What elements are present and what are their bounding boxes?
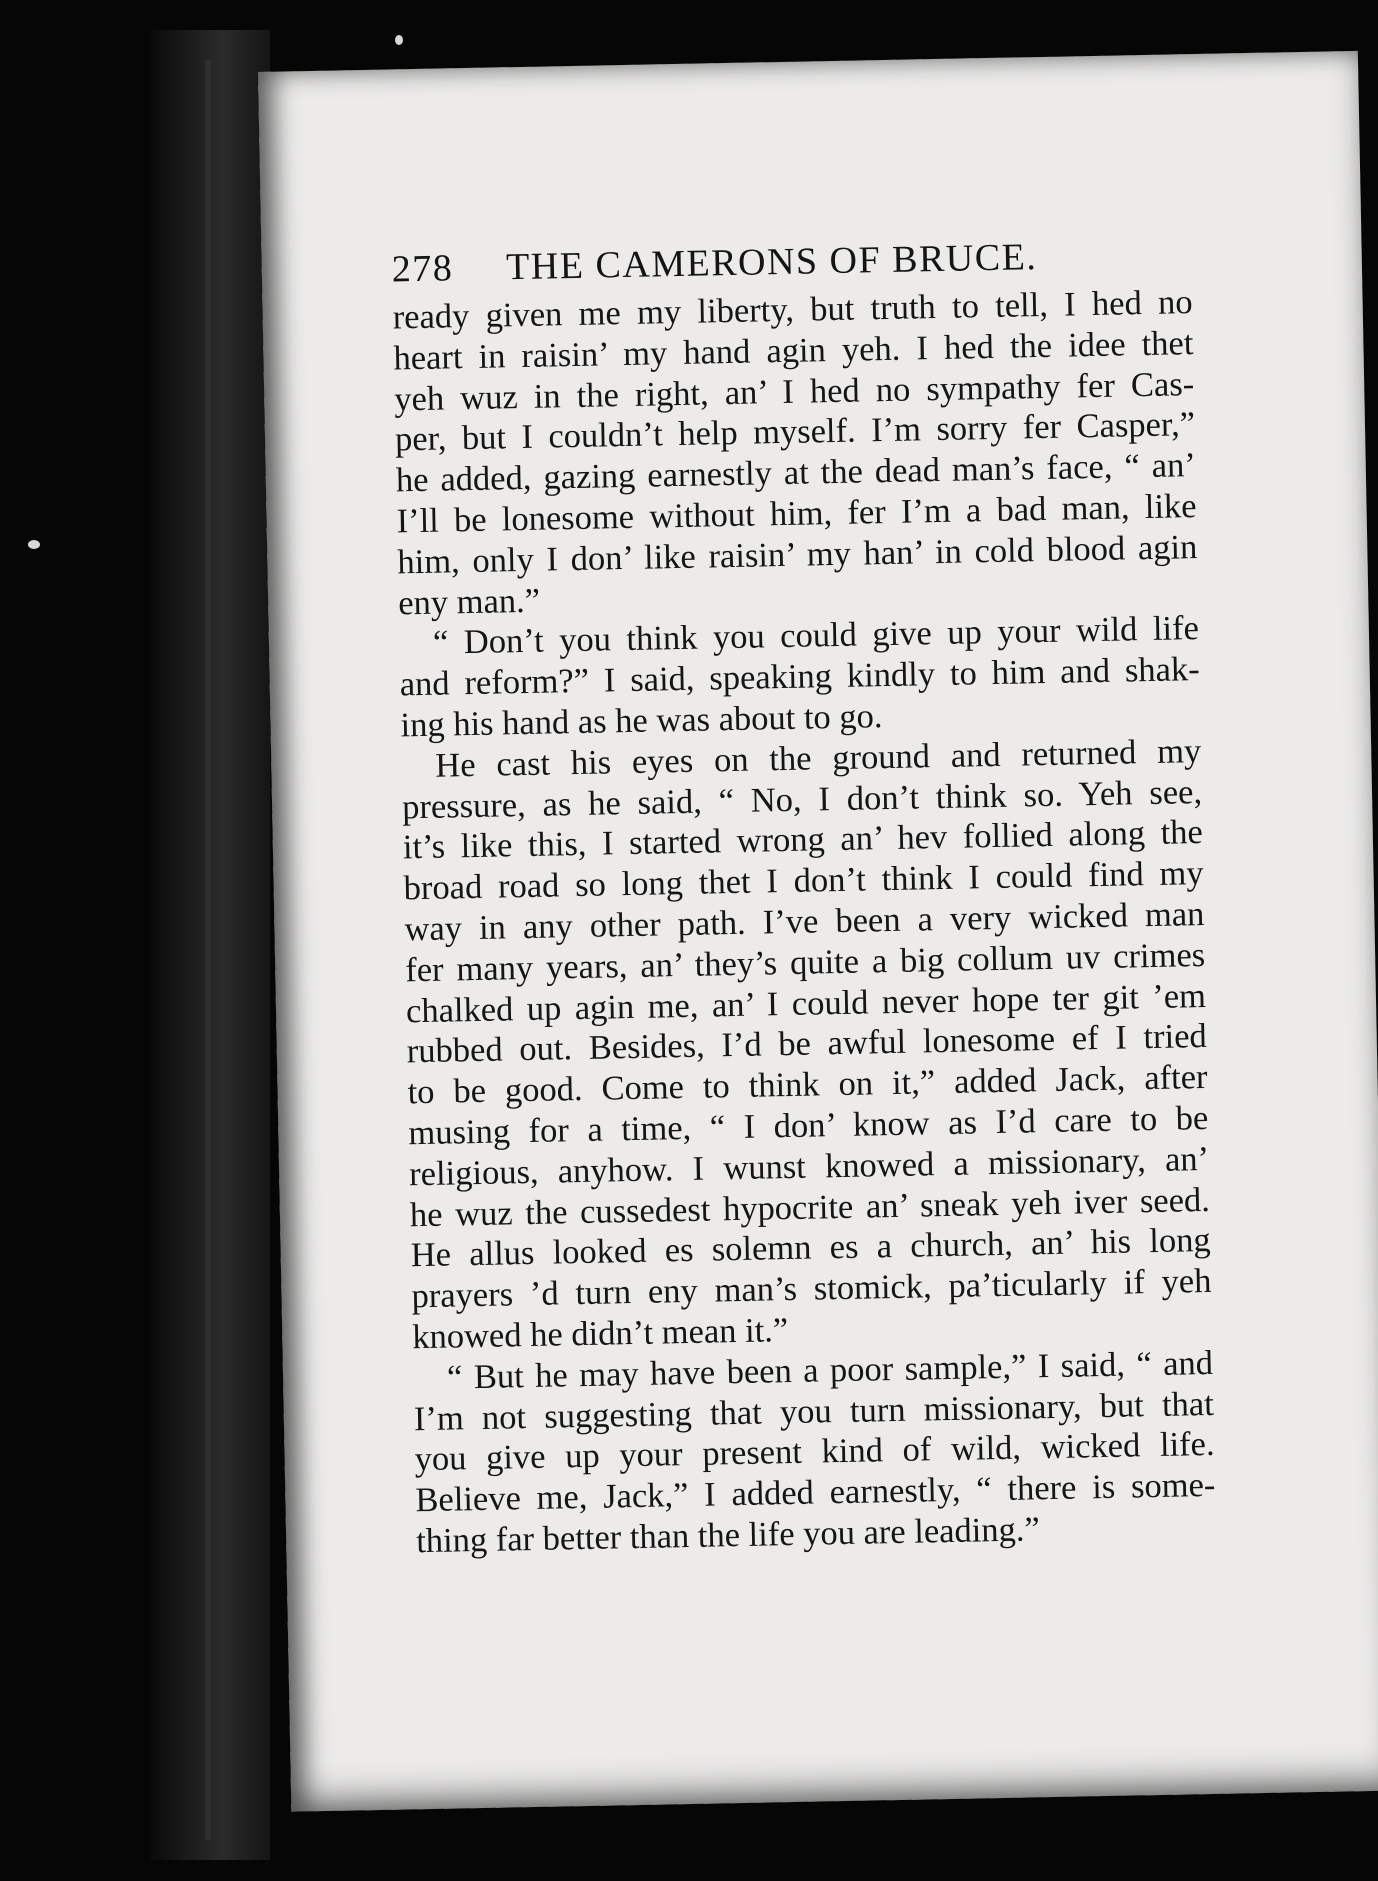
text-line: chalked up agin me, an’ I could never hope ter git ’em: [405, 976, 1207, 1030]
text-line: to be good. Come to think on it,” added Jack, after: [407, 1058, 1208, 1112]
text-line: he wuz the cussedest hypocrite an’ sneak yeh iver seed.: [409, 1180, 1211, 1234]
text-line: religious, anyhow. I wunst knowed a missionary, an’: [408, 1139, 1210, 1194]
text-line: yeh wuz in the right, an’ I hed no sympathy fer Cas-: [393, 364, 1195, 419]
text-line: ready given me my liberty, but truth to tell, I hed no: [392, 283, 1193, 337]
text-line: musing for a time, “ I don’ know as I’d care to be: [408, 1098, 1209, 1153]
text-line: per, but I couldn’t help myself. I’m sorry fer Casper,”: [394, 405, 1196, 459]
text-line: way in any other path. I’ve been a very wicked man: [404, 894, 1205, 949]
page-number: 278: [391, 247, 454, 291]
text-line: ing his hand as he was about to go.: [400, 697, 883, 745]
text-line: fer many years, an’ they’s quite a big collum uv crimes: [404, 935, 1206, 990]
text-line: and reform?” I said, speaking kindly to him and shak-: [399, 650, 1201, 704]
text-line: rubbed out. Besides, I’d be awful lonesome ef I tried: [406, 1017, 1208, 1071]
text-line: heart in raisin’ my hand agin yeh. I hed the idee thet: [393, 323, 1194, 378]
text-line: him, only I don’ like raisin’ my han’ in cold blood agin: [397, 527, 1198, 582]
running-header: [391, 232, 1212, 292]
text-line: thing far better than the life you are leading.”: [415, 1510, 1041, 1561]
text-line: prayers ’d turn eny man’s stomick, pa’ticularly if yeh: [411, 1262, 1212, 1316]
scan-speck: [28, 540, 40, 549]
text-line: I’m not suggesting that you turn missionary, but that: [413, 1384, 1215, 1438]
text-line: knowed he didn’t mean it.”: [411, 1310, 789, 1357]
text-line: broad road so long thet I don’t think I could find my: [403, 854, 1204, 908]
text-line: “ But he may have been a poor sample,” I said, “ and: [446, 1343, 1214, 1397]
running-title: THE CAMERONS OF BRUCE.: [505, 236, 1038, 289]
text-line: He cast his eyes on the ground and returned my: [434, 731, 1202, 785]
spine-streak: [205, 60, 211, 1840]
book-page: [258, 51, 1378, 1812]
scan-speck: [395, 35, 403, 45]
text-line: it’s like this, I started wrong an’ hev follied along the: [402, 813, 1204, 867]
text-line: I’ll be lonesome without him, fer I’m a bad man, like: [396, 487, 1197, 541]
text-line: “ Don’t you think you could give up your wild life: [432, 609, 1200, 663]
text-line: you give up your present kind of wild, wicked life.: [414, 1425, 1215, 1479]
body-text: [392, 282, 1216, 1562]
text-line: pressure, as he said, “ No, I don’t think so. Yeh see,: [401, 772, 1203, 826]
text-line: eny man.”: [397, 581, 541, 622]
text-line: He allus looked es solemn es a church, an’ his long: [410, 1221, 1211, 1275]
text-line: Believe me, Jack,” I added earnestly, “ there is some-: [415, 1465, 1216, 1520]
text-line: he added, gazing earnestly at the dead man’s face, “ an’: [395, 446, 1197, 500]
